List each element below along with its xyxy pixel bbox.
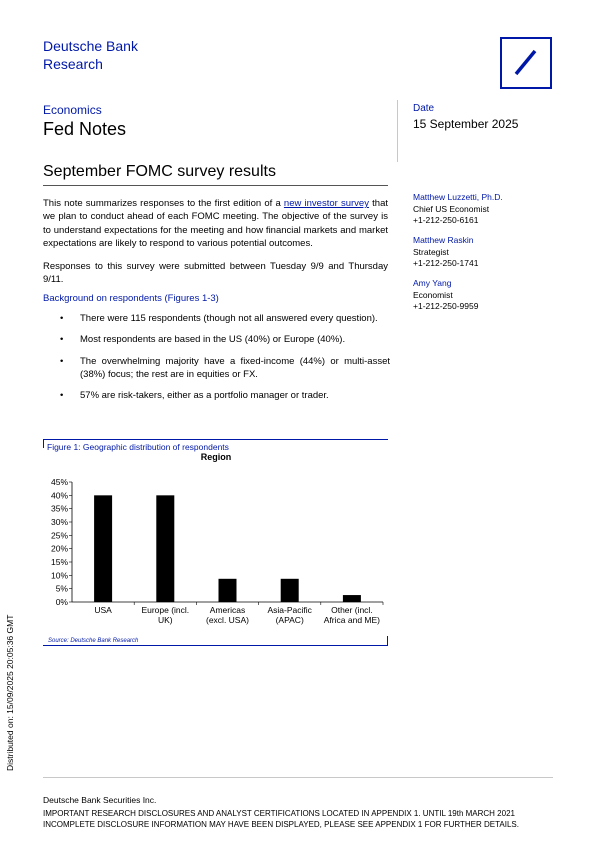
date-label: Date — [413, 103, 435, 114]
respondent-bullets — [60, 312, 390, 410]
y-tick-label: 25% — [50, 530, 68, 541]
chart-title: Region — [200, 452, 232, 462]
author-luzzetti — [413, 192, 583, 227]
x-tick-label: Americas — [209, 605, 246, 615]
x-tick-label: Europe (incl. — [141, 605, 190, 615]
department-label: Economics — [43, 103, 102, 117]
list-item — [60, 355, 390, 382]
survey-link[interactable]: new investor survey — [283, 198, 369, 209]
x-tick-label: UK) — [157, 615, 173, 625]
author-phone: +1-212-250-9959 — [413, 301, 479, 311]
y-tick-label: 0% — [55, 597, 68, 607]
deutsche-bank-logo — [500, 37, 552, 89]
author-role: Chief US Economist — [413, 203, 490, 214]
author-yang — [413, 278, 583, 313]
x-tick-label: USA — [94, 605, 112, 615]
chart-bar — [343, 595, 361, 602]
figure-left-rule — [43, 439, 44, 448]
intro-text-after: that we plan to conduct ahead of each FOMC meeting. The objective of the survey is to understand expectations for the meeting and how financial markets and market expectations are likely to respond to various potential outcomes. — [43, 198, 388, 249]
bullet-text: The overwhelming majority have a fixed-income (44%) or multi-asset (38%) focus; the rest are in equities or FX. — [80, 355, 390, 380]
figure-bottom-rule — [43, 645, 388, 646]
distribution-stamp: Distributed on: 15/09/2025 20:05:36 GMT — [5, 614, 15, 771]
y-tick-label: 15% — [50, 557, 68, 567]
x-tick-label: Other (incl. — [331, 605, 373, 615]
list-item — [60, 389, 390, 402]
list-item — [60, 312, 390, 325]
author-phone: +1-212-250-6161 — [413, 215, 479, 225]
bullet-icon: • — [60, 313, 64, 324]
author-role: Strategist — [413, 246, 449, 257]
bullet-icon: • — [60, 355, 64, 367]
figure-caption: Figure 1: Geographic distribution of respondents — [47, 442, 229, 452]
figure-right-rule — [387, 636, 388, 646]
list-item — [60, 333, 390, 346]
title-divider — [43, 185, 388, 186]
bullet-icon: • — [60, 390, 64, 402]
figure-source: Source: Deutsche Bank Research — [48, 638, 139, 644]
brand-line-2: Research — [43, 56, 103, 72]
author-raskin — [413, 235, 583, 270]
brand-line-1: Deutsche Bank — [43, 38, 138, 54]
y-tick-label: 35% — [50, 503, 68, 514]
bullet-text: Most respondents are based in the US (40%) or Europe (40%). — [80, 334, 346, 346]
y-tick-label: 10% — [50, 570, 68, 581]
series-title: Fed Notes — [43, 119, 127, 139]
page-title: September FOMC survey results — [43, 163, 276, 180]
figure-top-rule — [43, 439, 388, 440]
chart-bar — [219, 579, 237, 602]
x-tick-label: Africa and ME) — [323, 615, 381, 625]
background-subheading: Background on respondents (Figures 1-3) — [43, 293, 219, 304]
footer-company: Deutsche Bank Securities Inc. — [43, 795, 157, 805]
y-tick-label: 5% — [55, 583, 68, 594]
author-name[interactable]: Matthew Luzzetti, Ph.D. — [413, 192, 503, 202]
author-role: Economist — [413, 289, 453, 300]
bullet-text: 57% are risk-takers, either as a portfolio manager or trader. — [80, 390, 329, 402]
chart-bar — [156, 495, 174, 602]
author-name[interactable]: Matthew Raskin — [413, 235, 474, 245]
date-value: 15 September 2025 — [413, 117, 519, 131]
region-bar-chart — [43, 448, 388, 634]
chart-bar — [94, 495, 112, 602]
intro-text-before: This note summarizes responses to the first edition of a — [43, 198, 284, 209]
y-tick-label: 30% — [50, 517, 68, 527]
brand-name — [43, 37, 138, 73]
bullet-text: There were 115 respondents (though not all answered every question). — [80, 313, 378, 324]
logo-slash-icon — [502, 39, 549, 86]
header-divider — [397, 100, 398, 162]
y-tick-label: 20% — [50, 543, 68, 554]
chart-bar — [281, 579, 299, 602]
x-tick-label: Asia-Pacific — [267, 605, 312, 615]
footer-divider — [43, 777, 553, 778]
x-tick-label: (APAC) — [275, 615, 304, 625]
author-phone: +1-212-250-1741 — [413, 258, 479, 268]
x-tick-label: (excl. USA) — [206, 615, 249, 625]
intro-paragraph — [43, 197, 388, 250]
response-dates-paragraph: Responses to this survey were submitted between Tuesday 9/9 and Thursday 9/11. — [43, 261, 388, 286]
y-tick-label: 45% — [50, 477, 68, 487]
bullet-icon: • — [60, 334, 64, 346]
y-tick-label: 40% — [50, 490, 68, 501]
footer-disclosure: IMPORTANT RESEARCH DISCLOSURES AND ANALYST CERTIFICATIONS LOCATED IN APPENDIX 1. UNTIL 19th MARCH 2021 INCOMPLETE DISCLOSURE INFORMATION MAY HAVE BEEN DISPLAYED, PLEASE SEE APPENDIX 1 FOR FURTHER DETAILS. — [43, 809, 519, 829]
author-name[interactable]: Amy Yang — [413, 278, 452, 288]
